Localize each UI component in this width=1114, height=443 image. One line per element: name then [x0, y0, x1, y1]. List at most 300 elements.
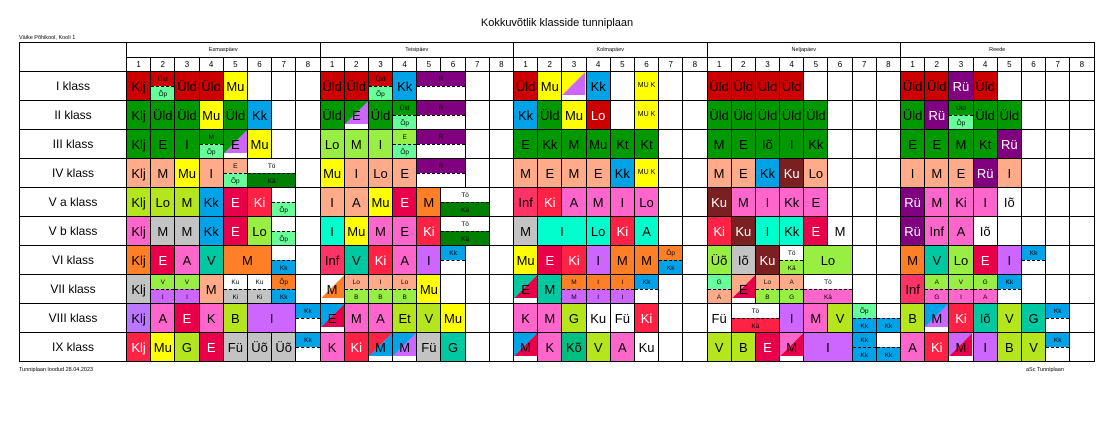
lesson-cell[interactable] — [296, 275, 320, 304]
lesson-cell[interactable] — [272, 333, 296, 362]
lesson-cell[interactable] — [465, 333, 489, 362]
lesson-cell[interactable] — [634, 304, 658, 333]
lesson-cell[interactable] — [780, 72, 804, 101]
lesson-cell[interactable] — [1046, 72, 1070, 101]
lesson-cell[interactable] — [465, 246, 489, 275]
lesson-cell[interactable] — [223, 246, 271, 275]
lesson-cell[interactable] — [610, 333, 634, 362]
lesson-cell[interactable] — [368, 72, 392, 101]
lesson-cell[interactable] — [247, 130, 271, 159]
lesson-cell[interactable] — [707, 217, 731, 246]
lesson-cell[interactable] — [731, 333, 755, 362]
lesson-cell[interactable] — [804, 101, 828, 130]
lesson-cell[interactable] — [368, 246, 392, 275]
lesson-cell[interactable] — [320, 188, 344, 217]
lesson-cell[interactable] — [973, 246, 997, 275]
lesson-cell[interactable] — [925, 304, 949, 333]
lesson-cell[interactable] — [514, 188, 538, 217]
lesson-cell[interactable] — [949, 304, 973, 333]
lesson-cell[interactable] — [465, 159, 489, 188]
lesson-cell[interactable] — [997, 72, 1021, 101]
lesson-cell[interactable] — [538, 72, 562, 101]
lesson-cell[interactable] — [659, 275, 683, 304]
lesson-cell[interactable] — [320, 304, 344, 333]
lesson-cell[interactable] — [151, 246, 175, 275]
lesson-cell[interactable] — [634, 333, 658, 362]
lesson-cell[interactable] — [562, 246, 586, 275]
lesson-cell[interactable] — [393, 159, 417, 188]
lesson-cell[interactable] — [296, 188, 320, 217]
lesson-cell[interactable] — [320, 275, 344, 304]
lesson-cell[interactable] — [175, 101, 199, 130]
lesson-cell[interactable] — [465, 130, 489, 159]
lesson-cell[interactable] — [127, 130, 151, 159]
lesson-cell[interactable] — [223, 101, 247, 130]
lesson-cell[interactable] — [852, 101, 876, 130]
lesson-cell[interactable] — [1021, 72, 1045, 101]
lesson-cell[interactable] — [320, 130, 344, 159]
lesson-cell[interactable] — [755, 275, 779, 304]
lesson-cell[interactable] — [852, 188, 876, 217]
lesson-cell[interactable] — [683, 333, 707, 362]
lesson-cell[interactable] — [852, 72, 876, 101]
lesson-cell[interactable] — [949, 217, 973, 246]
lesson-cell[interactable] — [876, 101, 900, 130]
lesson-cell[interactable] — [683, 217, 707, 246]
lesson-cell[interactable] — [731, 188, 755, 217]
lesson-cell[interactable] — [368, 275, 392, 304]
lesson-cell[interactable] — [151, 333, 175, 362]
lesson-cell[interactable] — [973, 72, 997, 101]
lesson-cell[interactable] — [707, 304, 731, 333]
lesson-cell[interactable] — [127, 159, 151, 188]
lesson-cell[interactable] — [538, 304, 562, 333]
lesson-cell[interactable] — [417, 188, 441, 217]
lesson-cell[interactable] — [514, 275, 538, 304]
lesson-cell[interactable] — [731, 217, 755, 246]
lesson-cell[interactable] — [417, 101, 465, 130]
lesson-cell[interactable] — [610, 275, 634, 304]
lesson-cell[interactable] — [489, 304, 513, 333]
lesson-cell[interactable] — [901, 72, 925, 101]
lesson-cell[interactable] — [175, 304, 199, 333]
lesson-cell[interactable] — [320, 101, 344, 130]
lesson-cell[interactable] — [151, 159, 175, 188]
lesson-cell[interactable] — [997, 130, 1021, 159]
lesson-cell[interactable] — [368, 130, 392, 159]
lesson-cell[interactable] — [659, 159, 683, 188]
lesson-cell[interactable] — [780, 130, 804, 159]
lesson-cell[interactable] — [538, 333, 562, 362]
lesson-cell[interactable] — [876, 188, 900, 217]
lesson-cell[interactable] — [393, 275, 417, 304]
lesson-cell[interactable] — [175, 217, 199, 246]
lesson-cell[interactable] — [199, 72, 223, 101]
lesson-cell[interactable] — [659, 304, 683, 333]
lesson-cell[interactable] — [755, 130, 779, 159]
lesson-cell[interactable] — [876, 130, 900, 159]
lesson-cell[interactable] — [417, 130, 465, 159]
lesson-cell[interactable] — [223, 275, 247, 304]
lesson-cell[interactable] — [997, 304, 1021, 333]
lesson-cell[interactable] — [997, 159, 1021, 188]
lesson-cell[interactable] — [344, 130, 368, 159]
lesson-cell[interactable] — [683, 130, 707, 159]
lesson-cell[interactable] — [151, 72, 175, 101]
lesson-cell[interactable] — [368, 217, 392, 246]
lesson-cell[interactable] — [901, 130, 925, 159]
lesson-cell[interactable] — [272, 246, 296, 275]
lesson-cell[interactable] — [127, 275, 151, 304]
lesson-cell[interactable] — [368, 159, 392, 188]
lesson-cell[interactable] — [1070, 246, 1094, 275]
lesson-cell[interactable] — [997, 275, 1021, 304]
lesson-cell[interactable] — [465, 72, 489, 101]
lesson-cell[interactable] — [441, 333, 465, 362]
lesson-cell[interactable] — [707, 246, 731, 275]
lesson-cell[interactable] — [925, 275, 949, 304]
lesson-cell[interactable] — [707, 333, 731, 362]
lesson-cell[interactable] — [320, 72, 344, 101]
lesson-cell[interactable] — [586, 275, 610, 304]
lesson-cell[interactable] — [780, 217, 804, 246]
lesson-cell[interactable] — [199, 217, 223, 246]
lesson-cell[interactable] — [610, 246, 634, 275]
lesson-cell[interactable] — [997, 246, 1021, 275]
lesson-cell[interactable] — [804, 333, 852, 362]
lesson-cell[interactable] — [562, 101, 586, 130]
lesson-cell[interactable] — [707, 275, 731, 304]
lesson-cell[interactable] — [538, 246, 562, 275]
lesson-cell[interactable] — [901, 101, 925, 130]
lesson-cell[interactable] — [393, 333, 417, 362]
lesson-cell[interactable] — [973, 275, 997, 304]
lesson-cell[interactable] — [247, 72, 271, 101]
lesson-cell[interactable] — [223, 159, 247, 188]
lesson-cell[interactable] — [731, 304, 779, 333]
lesson-cell[interactable] — [901, 217, 925, 246]
lesson-cell[interactable] — [199, 159, 223, 188]
lesson-cell[interactable] — [441, 275, 465, 304]
lesson-cell[interactable] — [876, 275, 900, 304]
lesson-cell[interactable] — [901, 304, 925, 333]
lesson-cell[interactable] — [634, 275, 658, 304]
lesson-cell[interactable] — [1046, 275, 1070, 304]
lesson-cell[interactable] — [634, 188, 658, 217]
lesson-cell[interactable] — [247, 217, 271, 246]
lesson-cell[interactable] — [199, 304, 223, 333]
lesson-cell[interactable] — [417, 333, 441, 362]
lesson-cell[interactable] — [1021, 246, 1045, 275]
lesson-cell[interactable] — [514, 304, 538, 333]
lesson-cell[interactable] — [1070, 159, 1094, 188]
lesson-cell[interactable] — [973, 130, 997, 159]
lesson-cell[interactable] — [925, 159, 949, 188]
lesson-cell[interactable] — [901, 333, 925, 362]
lesson-cell[interactable] — [828, 217, 852, 246]
lesson-cell[interactable] — [1070, 217, 1094, 246]
lesson-cell[interactable] — [804, 246, 852, 275]
lesson-cell[interactable] — [272, 101, 296, 130]
lesson-cell[interactable] — [634, 246, 658, 275]
lesson-cell[interactable] — [514, 159, 538, 188]
lesson-cell[interactable] — [828, 72, 852, 101]
lesson-cell[interactable] — [755, 188, 779, 217]
lesson-cell[interactable] — [127, 304, 151, 333]
lesson-cell[interactable] — [538, 275, 562, 304]
lesson-cell[interactable] — [247, 304, 295, 333]
lesson-cell[interactable] — [272, 130, 296, 159]
lesson-cell[interactable] — [247, 101, 271, 130]
lesson-cell[interactable] — [489, 72, 513, 101]
lesson-cell[interactable] — [514, 72, 538, 101]
lesson-cell[interactable] — [949, 72, 973, 101]
lesson-cell[interactable] — [828, 159, 852, 188]
lesson-cell[interactable] — [731, 101, 755, 130]
lesson-cell[interactable] — [925, 333, 949, 362]
lesson-cell[interactable] — [562, 188, 586, 217]
lesson-cell[interactable] — [247, 333, 271, 362]
lesson-cell[interactable] — [610, 304, 634, 333]
lesson-cell[interactable] — [417, 246, 441, 275]
lesson-cell[interactable] — [949, 101, 973, 130]
lesson-cell[interactable] — [175, 130, 199, 159]
lesson-cell[interactable] — [1046, 217, 1070, 246]
lesson-cell[interactable] — [804, 130, 828, 159]
lesson-cell[interactable] — [465, 275, 489, 304]
lesson-cell[interactable] — [247, 159, 295, 188]
lesson-cell[interactable] — [973, 333, 997, 362]
lesson-cell[interactable] — [465, 101, 489, 130]
lesson-cell[interactable] — [296, 304, 320, 333]
lesson-cell[interactable] — [296, 333, 320, 362]
lesson-cell[interactable] — [223, 304, 247, 333]
lesson-cell[interactable] — [562, 333, 586, 362]
lesson-cell[interactable] — [127, 188, 151, 217]
lesson-cell[interactable] — [538, 130, 562, 159]
lesson-cell[interactable] — [610, 101, 634, 130]
lesson-cell[interactable] — [151, 275, 175, 304]
lesson-cell[interactable] — [1021, 275, 1045, 304]
lesson-cell[interactable] — [852, 333, 876, 362]
lesson-cell[interactable] — [804, 188, 828, 217]
lesson-cell[interactable] — [538, 188, 562, 217]
lesson-cell[interactable] — [997, 188, 1021, 217]
lesson-cell[interactable] — [272, 188, 296, 217]
lesson-cell[interactable] — [417, 217, 441, 246]
lesson-cell[interactable] — [175, 246, 199, 275]
lesson-cell[interactable] — [707, 188, 731, 217]
lesson-cell[interactable] — [659, 72, 683, 101]
lesson-cell[interactable] — [659, 333, 683, 362]
lesson-cell[interactable] — [223, 130, 247, 159]
lesson-cell[interactable] — [538, 217, 586, 246]
lesson-cell[interactable] — [707, 72, 731, 101]
lesson-cell[interactable] — [296, 130, 320, 159]
lesson-cell[interactable] — [127, 246, 151, 275]
lesson-cell[interactable] — [876, 159, 900, 188]
lesson-cell[interactable] — [199, 101, 223, 130]
lesson-cell[interactable] — [441, 217, 489, 246]
lesson-cell[interactable] — [320, 159, 344, 188]
lesson-cell[interactable] — [562, 72, 586, 101]
lesson-cell[interactable] — [368, 101, 392, 130]
lesson-cell[interactable] — [683, 72, 707, 101]
lesson-cell[interactable] — [780, 246, 804, 275]
lesson-cell[interactable] — [223, 72, 247, 101]
lesson-cell[interactable] — [949, 188, 973, 217]
lesson-cell[interactable] — [683, 304, 707, 333]
lesson-cell[interactable] — [296, 246, 320, 275]
lesson-cell[interactable] — [973, 188, 997, 217]
lesson-cell[interactable] — [852, 130, 876, 159]
lesson-cell[interactable] — [828, 101, 852, 130]
lesson-cell[interactable] — [780, 275, 804, 304]
lesson-cell[interactable] — [489, 275, 513, 304]
lesson-cell[interactable] — [852, 275, 876, 304]
lesson-cell[interactable] — [852, 217, 876, 246]
lesson-cell[interactable] — [562, 159, 586, 188]
lesson-cell[interactable] — [296, 72, 320, 101]
lesson-cell[interactable] — [683, 159, 707, 188]
lesson-cell[interactable] — [707, 101, 731, 130]
lesson-cell[interactable] — [828, 188, 852, 217]
lesson-cell[interactable] — [755, 246, 779, 275]
lesson-cell[interactable] — [393, 130, 417, 159]
lesson-cell[interactable] — [610, 217, 634, 246]
lesson-cell[interactable] — [296, 159, 320, 188]
lesson-cell[interactable] — [876, 333, 900, 362]
lesson-cell[interactable] — [925, 72, 949, 101]
lesson-cell[interactable] — [949, 130, 973, 159]
lesson-cell[interactable] — [1070, 304, 1094, 333]
lesson-cell[interactable] — [876, 304, 900, 333]
lesson-cell[interactable] — [562, 275, 586, 304]
lesson-cell[interactable] — [852, 246, 876, 275]
lesson-cell[interactable] — [320, 217, 344, 246]
lesson-cell[interactable] — [344, 304, 368, 333]
lesson-cell[interactable] — [514, 333, 538, 362]
lesson-cell[interactable] — [804, 304, 828, 333]
lesson-cell[interactable] — [683, 275, 707, 304]
lesson-cell[interactable] — [659, 217, 683, 246]
lesson-cell[interactable] — [368, 304, 392, 333]
lesson-cell[interactable] — [1021, 217, 1045, 246]
lesson-cell[interactable] — [223, 188, 247, 217]
lesson-cell[interactable] — [127, 333, 151, 362]
lesson-cell[interactable] — [804, 72, 828, 101]
lesson-cell[interactable] — [876, 217, 900, 246]
lesson-cell[interactable] — [562, 130, 586, 159]
lesson-cell[interactable] — [1046, 246, 1070, 275]
lesson-cell[interactable] — [127, 72, 151, 101]
lesson-cell[interactable] — [659, 188, 683, 217]
lesson-cell[interactable] — [344, 101, 368, 130]
lesson-cell[interactable] — [489, 246, 513, 275]
lesson-cell[interactable] — [949, 275, 973, 304]
lesson-cell[interactable] — [417, 275, 441, 304]
lesson-cell[interactable] — [1021, 130, 1045, 159]
lesson-cell[interactable] — [731, 275, 755, 304]
lesson-cell[interactable] — [1046, 333, 1070, 362]
lesson-cell[interactable] — [997, 333, 1021, 362]
lesson-cell[interactable] — [368, 188, 392, 217]
lesson-cell[interactable] — [247, 275, 271, 304]
lesson-cell[interactable] — [876, 72, 900, 101]
lesson-cell[interactable] — [320, 246, 344, 275]
lesson-cell[interactable] — [949, 159, 973, 188]
lesson-cell[interactable] — [659, 130, 683, 159]
lesson-cell[interactable] — [1021, 333, 1045, 362]
lesson-cell[interactable] — [925, 188, 949, 217]
lesson-cell[interactable] — [441, 304, 465, 333]
lesson-cell[interactable] — [1070, 275, 1094, 304]
lesson-cell[interactable] — [489, 188, 513, 217]
lesson-cell[interactable] — [344, 188, 368, 217]
lesson-cell[interactable] — [683, 246, 707, 275]
lesson-cell[interactable] — [538, 101, 562, 130]
lesson-cell[interactable] — [514, 101, 538, 130]
lesson-cell[interactable] — [901, 188, 925, 217]
lesson-cell[interactable] — [1070, 130, 1094, 159]
lesson-cell[interactable] — [634, 159, 658, 188]
lesson-cell[interactable] — [949, 333, 973, 362]
lesson-cell[interactable] — [175, 188, 199, 217]
lesson-cell[interactable] — [973, 159, 997, 188]
lesson-cell[interactable] — [828, 304, 852, 333]
lesson-cell[interactable] — [586, 159, 610, 188]
lesson-cell[interactable] — [804, 275, 852, 304]
lesson-cell[interactable] — [223, 217, 247, 246]
lesson-cell[interactable] — [755, 72, 779, 101]
lesson-cell[interactable] — [199, 333, 223, 362]
lesson-cell[interactable] — [780, 188, 804, 217]
lesson-cell[interactable] — [707, 130, 731, 159]
lesson-cell[interactable] — [1046, 159, 1070, 188]
lesson-cell[interactable] — [489, 130, 513, 159]
lesson-cell[interactable] — [296, 101, 320, 130]
lesson-cell[interactable] — [755, 159, 779, 188]
lesson-cell[interactable] — [707, 159, 731, 188]
lesson-cell[interactable] — [1021, 101, 1045, 130]
lesson-cell[interactable] — [586, 333, 610, 362]
lesson-cell[interactable] — [344, 275, 368, 304]
lesson-cell[interactable] — [175, 72, 199, 101]
lesson-cell[interactable] — [127, 101, 151, 130]
lesson-cell[interactable] — [514, 130, 538, 159]
lesson-cell[interactable] — [1046, 188, 1070, 217]
lesson-cell[interactable] — [634, 217, 658, 246]
lesson-cell[interactable] — [272, 275, 296, 304]
lesson-cell[interactable] — [1070, 72, 1094, 101]
lesson-cell[interactable] — [199, 188, 223, 217]
lesson-cell[interactable] — [634, 130, 658, 159]
lesson-cell[interactable] — [417, 304, 441, 333]
lesson-cell[interactable] — [320, 333, 344, 362]
lesson-cell[interactable] — [393, 72, 417, 101]
lesson-cell[interactable] — [586, 101, 610, 130]
lesson-cell[interactable] — [151, 101, 175, 130]
lesson-cell[interactable] — [586, 188, 610, 217]
lesson-cell[interactable] — [659, 246, 683, 275]
lesson-cell[interactable] — [1046, 304, 1070, 333]
lesson-cell[interactable] — [586, 304, 610, 333]
lesson-cell[interactable] — [1070, 188, 1094, 217]
lesson-cell[interactable] — [127, 217, 151, 246]
lesson-cell[interactable] — [973, 304, 997, 333]
lesson-cell[interactable] — [755, 333, 779, 362]
lesson-cell[interactable] — [876, 246, 900, 275]
